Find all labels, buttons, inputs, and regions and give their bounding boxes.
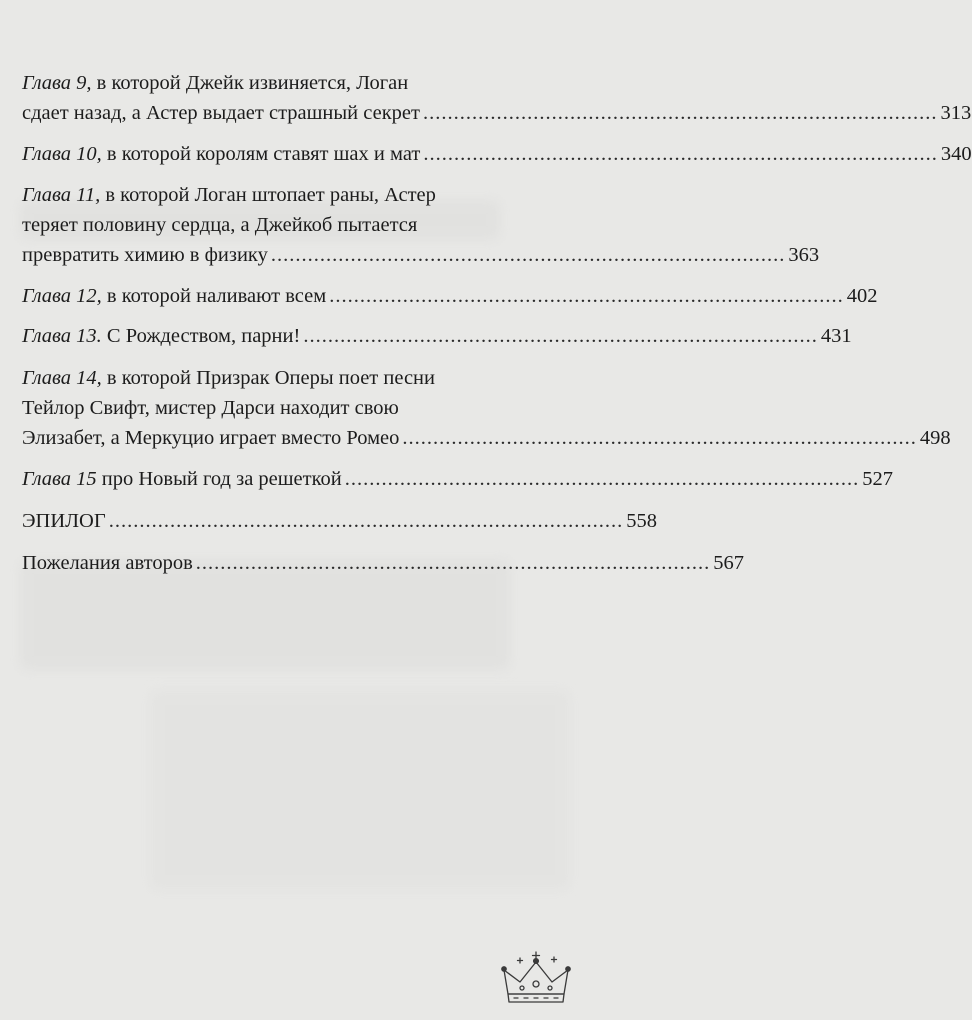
- page-number: 340: [940, 143, 972, 165]
- toc-entry-chapter-15[interactable]: [22, 464, 893, 494]
- toc-entry-chapter-13[interactable]: [22, 321, 852, 351]
- leader-dots: ....................................................................................: [423, 143, 938, 165]
- leader-dots: ....................................................................................: [270, 244, 786, 266]
- toc-entry-chapter-11[interactable]: [22, 180, 820, 270]
- leader-dots: ....................................................................................: [422, 102, 938, 124]
- entry-text: в которой Джейк извиняется, Логан: [96, 72, 409, 94]
- entry-text: про Новый год за решеткой: [101, 468, 342, 490]
- entry-text: ЭПИЛОГ: [22, 510, 106, 532]
- entry-text: в которой Логан штопает раны, Астер: [105, 184, 436, 206]
- leader-dots: ....................................................................................: [303, 325, 818, 347]
- chapter-label: Глава 14,: [22, 367, 102, 389]
- leader-dots: ....................................................................................: [402, 427, 917, 449]
- page-number: 402: [846, 285, 878, 307]
- entry-text: в которой королям ставят шах и мат: [106, 143, 421, 165]
- chapter-label: Глава 10,: [22, 143, 102, 165]
- entry-text: в которой наливают всем: [106, 285, 327, 307]
- page-number: 363: [788, 244, 820, 266]
- toc-entry-epilogue[interactable]: [22, 506, 657, 536]
- leader-dots: ....................................................................................: [108, 510, 624, 532]
- chapter-label: Глава 12,: [22, 285, 102, 307]
- entry-text: Тейлор Свифт, мистер Дарси находит свою: [22, 397, 399, 419]
- page-number: 527: [862, 468, 893, 490]
- chapter-label: Глава 15: [22, 468, 97, 490]
- toc-entry-chapter-12[interactable]: [22, 281, 878, 311]
- toc-entry-chapter-14[interactable]: [22, 363, 951, 453]
- entry-text: сдает назад, а Астер выдает страшный секрет: [22, 102, 420, 124]
- page-number: 558: [626, 510, 657, 532]
- page-number: 567: [713, 552, 744, 574]
- entry-text: Элизабет, а Меркуцио играет вместо Ромео: [22, 427, 400, 449]
- entry-text: превратить химию в физику: [22, 244, 268, 266]
- page-number: 313: [940, 102, 972, 124]
- entry-text: С Рождеством, парни!: [106, 325, 301, 347]
- leader-dots: ....................................................................................: [329, 285, 844, 307]
- chapter-label: Глава 9,: [22, 72, 92, 94]
- chapter-label: Глава 13.: [22, 325, 102, 347]
- entry-text: теряет половину сердца, а Джейкоб пытается: [22, 214, 418, 236]
- leader-dots: ....................................................................................: [195, 552, 711, 574]
- toc-entry-chapter-10[interactable]: [22, 139, 972, 169]
- chapter-label: Глава 11,: [22, 184, 101, 206]
- leader-dots: ....................................................................................: [344, 468, 860, 490]
- crown-icon: [500, 950, 572, 1008]
- toc-entry-authors-wishes[interactable]: [22, 548, 744, 578]
- toc-entry-chapter-9[interactable]: [22, 68, 972, 128]
- entry-text: Пожелания авторов: [22, 552, 193, 574]
- page-number: 431: [820, 325, 852, 347]
- page-number: 498: [919, 427, 951, 449]
- entry-text: в которой Призрак Оперы поет песни: [106, 367, 435, 389]
